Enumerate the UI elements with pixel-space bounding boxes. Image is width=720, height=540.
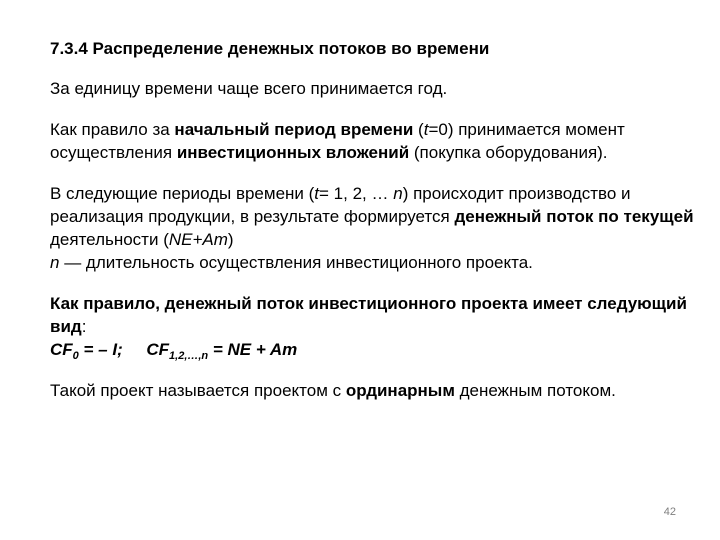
slide-title: 7.3.4 Распределение денежных потоков во времени <box>50 39 490 58</box>
term-initial-period: начальный период времени <box>174 120 414 139</box>
term-ordinary: ординарным <box>345 381 455 400</box>
term-cash-flow: денежный поток по текущей <box>454 207 694 226</box>
paragraph-time-unit: За единицу времени чаще всего принимается год. <box>50 79 448 98</box>
slide-content <box>50 37 700 420</box>
cash-flow-formula: $CF_0$ = – I; $CF_{1,2,\dots,n}$ = NE + Am <box>50 340 298 362</box>
page-number: 42 <box>663 506 676 518</box>
term-investment: инвестиционных вложений <box>176 143 410 162</box>
paragraph-initial-period: Как правило за начальный период времени (t=0) принимается момент осуществления инвестиционных вложений (покупка оборудования). <box>50 120 625 162</box>
paragraph-ordinary-project: Такой проект называется проектом с ординарным денежным потоком. <box>50 381 616 400</box>
paragraph-cash-flow-form: Как правило, денежный поток инвестиционного проекта имеет следующий вид: $CF_0$ = – I; $CF_{1,2,\dots,n}$ = NE + Am <box>50 294 687 362</box>
paragraph-following-periods: В следующие периоды времени (t= 1, 2, … n) происходит производство и реализация продукции, в результате формируется денежный поток по текущей деятельности (NE+Am) n — длительность осуществления инвестиционного проекта. <box>50 184 694 272</box>
